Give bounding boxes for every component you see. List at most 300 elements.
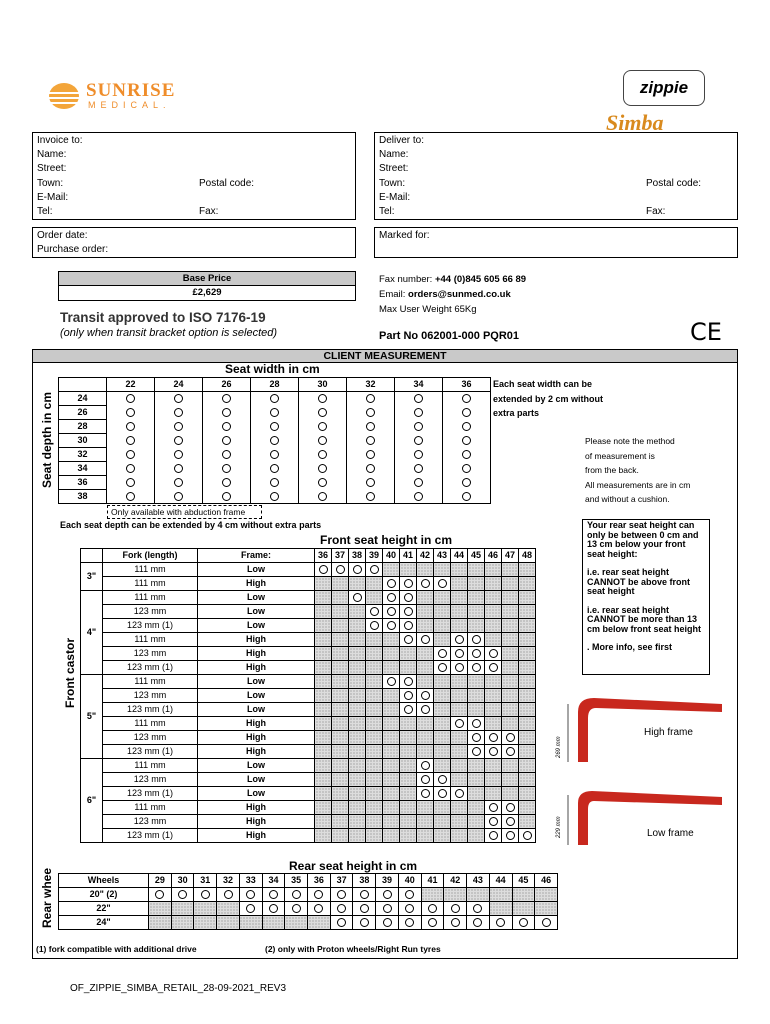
seat-size-option[interactable] (414, 492, 423, 501)
front-height-cell (400, 605, 417, 619)
rear-height-option[interactable] (224, 890, 233, 899)
rear-height-option[interactable] (292, 904, 301, 913)
seat-size-option[interactable] (174, 492, 183, 501)
front-height-option[interactable] (472, 733, 481, 742)
seat-size-option[interactable] (462, 492, 471, 501)
front-height-cell (434, 703, 451, 717)
deliver-postal-field[interactable]: Postal code: (646, 177, 702, 189)
invoice-email-field[interactable]: E-Mail: (37, 191, 69, 203)
seat-size-option[interactable] (318, 394, 327, 403)
seat-size-option[interactable] (174, 408, 183, 417)
front-height-cell (519, 675, 536, 689)
front-height-option[interactable] (353, 593, 362, 602)
rear-height-option[interactable] (519, 918, 528, 927)
seat-size-option[interactable] (270, 422, 279, 431)
seat-size-option[interactable] (318, 436, 327, 445)
front-height-cell (468, 759, 485, 773)
front-height-option[interactable] (455, 635, 464, 644)
deliver-fax-field[interactable]: Fax: (646, 205, 666, 217)
rear-height-cell (535, 902, 558, 916)
rear-height-option[interactable] (383, 890, 392, 899)
front-height-option[interactable] (404, 705, 413, 714)
front-height-cell (366, 619, 383, 633)
wheel-size-label: 20" (2) (59, 888, 149, 902)
seat-size-cell (443, 420, 491, 434)
seat-size-option[interactable] (270, 464, 279, 473)
front-height-cell (383, 759, 400, 773)
front-height-option[interactable] (438, 789, 447, 798)
seat-size-option[interactable] (222, 422, 231, 431)
deliver-name-field[interactable]: Name: (379, 149, 409, 161)
seat-size-cell (155, 392, 203, 406)
rear-height-option[interactable] (451, 918, 460, 927)
front-height-cell (485, 773, 502, 787)
front-height-option[interactable] (472, 663, 481, 672)
seat-size-option[interactable] (222, 492, 231, 501)
rear-height-option[interactable] (473, 904, 482, 913)
frame-type-cell: High (198, 829, 315, 843)
front-height-option[interactable] (438, 775, 447, 784)
seat-size-option[interactable] (366, 464, 375, 473)
rear-height-cell (239, 902, 262, 916)
front-height-cell (383, 829, 400, 843)
front-height-option[interactable] (370, 565, 379, 574)
invoice-town-field[interactable]: Town: (37, 177, 64, 189)
seat-width-header-row (59, 378, 491, 392)
front-seat-row (81, 759, 536, 773)
seat-size-option[interactable] (462, 394, 471, 403)
front-height-cell (417, 815, 434, 829)
deliver-email-field[interactable]: E-Mail: (379, 191, 411, 203)
rear-height-option[interactable] (542, 918, 551, 927)
seat-size-option[interactable] (366, 394, 375, 403)
front-height-option[interactable] (404, 579, 413, 588)
front-seat-row (81, 605, 536, 619)
front-height-option[interactable] (489, 663, 498, 672)
seat-size-option[interactable] (222, 478, 231, 487)
invoice-street-field[interactable]: Street: (37, 163, 67, 175)
front-height-option[interactable] (319, 565, 328, 574)
front-height-cell (332, 633, 349, 647)
front-height-cell (383, 647, 400, 661)
seat-size-option[interactable] (126, 394, 135, 403)
front-height-option[interactable] (404, 593, 413, 602)
abduction-note: Only available with abduction frame (107, 505, 262, 519)
front-height-cell (468, 745, 485, 759)
front-height-option[interactable] (387, 621, 396, 630)
rear-height-cell (217, 916, 240, 930)
front-height-cell (485, 619, 502, 633)
front-height-option[interactable] (404, 635, 413, 644)
front-height-option[interactable] (404, 621, 413, 630)
seat-size-cell (203, 434, 251, 448)
seat-size-option[interactable] (318, 478, 327, 487)
seat-size-cell (251, 420, 299, 434)
front-height-option[interactable] (438, 579, 447, 588)
rear-height-option[interactable] (337, 904, 346, 913)
front-height-cell (519, 661, 536, 675)
rear-height-40-header: 40 (398, 874, 421, 888)
order-email[interactable]: orders@sunmed.co.uk (408, 289, 511, 300)
front-height-option[interactable] (489, 803, 498, 812)
front-height-cell (417, 731, 434, 745)
seat-size-option[interactable] (462, 422, 471, 431)
front-height-38-header: 38 (349, 549, 366, 563)
seat-size-option[interactable] (222, 394, 231, 403)
front-height-cell (349, 633, 366, 647)
seat-size-option[interactable] (318, 450, 327, 459)
front-height-option[interactable] (404, 691, 413, 700)
front-height-cell (434, 675, 451, 689)
invoice-name-field[interactable]: Name: (37, 149, 67, 161)
rear-height-option[interactable] (496, 918, 505, 927)
rear-height-option[interactable] (337, 890, 346, 899)
rear-height-cell (171, 888, 194, 902)
front-height-42-header: 42 (417, 549, 434, 563)
zippie-logo (623, 70, 705, 106)
front-height-cell (502, 591, 519, 605)
seat-size-option[interactable] (366, 478, 375, 487)
front-height-option[interactable] (523, 831, 532, 840)
low-frame-dimension: 229 mm (556, 816, 562, 838)
seat-size-cell (155, 476, 203, 490)
order-date-field[interactable]: Order date: (37, 230, 88, 241)
front-height-option[interactable] (506, 817, 515, 826)
seat-size-option[interactable] (222, 450, 231, 459)
seat-size-option[interactable] (174, 464, 183, 473)
seat-size-cell (299, 476, 347, 490)
simba-logo: Simba (606, 110, 664, 135)
front-height-cell (502, 703, 519, 717)
fork-length-cell: 111 mm (103, 591, 198, 605)
rear-height-option[interactable] (269, 904, 278, 913)
front-height-cell (349, 689, 366, 703)
front-height-option[interactable] (404, 607, 413, 616)
transit-title: Transit approved to ISO 7176-19 (60, 310, 266, 325)
castor-size-label: 3" (81, 563, 103, 591)
front-height-cell (366, 591, 383, 605)
invoice-tel-field[interactable]: Tel: (37, 205, 53, 217)
rear-height-option[interactable] (451, 904, 460, 913)
front-height-cell (451, 689, 468, 703)
front-seat-row (81, 745, 536, 759)
front-height-option[interactable] (353, 565, 362, 574)
front-height-cell (434, 647, 451, 661)
rear-height-option[interactable] (360, 904, 369, 913)
seat-size-option[interactable] (126, 408, 135, 417)
front-height-option[interactable] (370, 621, 379, 630)
seat-size-option[interactable] (222, 408, 231, 417)
wheel-size-label: 24" (59, 916, 149, 930)
invoice-fax-field[interactable]: Fax: (199, 205, 219, 217)
seat-size-option[interactable] (414, 408, 423, 417)
seat-depth-row (59, 406, 491, 420)
fork-header: Fork (length) (103, 549, 198, 563)
front-height-option[interactable] (472, 635, 481, 644)
seat-size-cell (203, 448, 251, 462)
rear-height-option[interactable] (337, 918, 346, 927)
measurement-note-line: from the back. (585, 465, 639, 475)
seat-size-cell (155, 420, 203, 434)
seat-size-option[interactable] (414, 450, 423, 459)
seat-size-option[interactable] (270, 408, 279, 417)
seat-size-option[interactable] (414, 422, 423, 431)
front-height-option[interactable] (489, 649, 498, 658)
deliver-tel-field[interactable]: Tel: (379, 205, 395, 217)
front-seat-row (81, 787, 536, 801)
rear-height-option[interactable] (383, 918, 392, 927)
front-height-cell (417, 717, 434, 731)
rear-height-33-header: 33 (239, 874, 262, 888)
seat-size-option[interactable] (222, 436, 231, 445)
seat-size-cell (251, 462, 299, 476)
seat-size-option[interactable] (462, 408, 471, 417)
rear-height-option[interactable] (292, 890, 301, 899)
front-height-40-header: 40 (383, 549, 400, 563)
rear-height-39-header: 39 (376, 874, 399, 888)
front-height-option[interactable] (489, 817, 498, 826)
seat-depth-label: Seat depth in cm (40, 391, 54, 488)
front-height-option[interactable] (455, 649, 464, 658)
rear-height-cell (239, 916, 262, 930)
front-height-cell (451, 675, 468, 689)
front-height-option[interactable] (489, 733, 498, 742)
seat-size-option[interactable] (462, 464, 471, 473)
front-height-option[interactable] (472, 747, 481, 756)
front-height-option[interactable] (387, 677, 396, 686)
front-height-option[interactable] (455, 789, 464, 798)
seat-size-option[interactable] (126, 450, 135, 459)
front-height-cell (383, 675, 400, 689)
front-height-option[interactable] (506, 831, 515, 840)
seat-width-22-header: 22 (107, 378, 155, 392)
rear-height-option[interactable] (428, 918, 437, 927)
front-height-cell (417, 745, 434, 759)
front-height-cell (451, 605, 468, 619)
rear-height-cell (353, 888, 376, 902)
front-height-cell (502, 759, 519, 773)
front-height-cell (349, 745, 366, 759)
rear-height-option[interactable] (178, 890, 187, 899)
rear-height-option[interactable] (246, 890, 255, 899)
rear-height-option[interactable] (360, 890, 369, 899)
front-height-cell (519, 619, 536, 633)
rear-height-cell (353, 916, 376, 930)
front-height-cell (468, 563, 485, 577)
seat-size-option[interactable] (414, 436, 423, 445)
front-height-cell (366, 647, 383, 661)
front-height-cell (417, 605, 434, 619)
rear-height-note (582, 519, 710, 675)
front-height-cell (400, 577, 417, 591)
rear-height-option[interactable] (383, 904, 392, 913)
seat-size-option[interactable] (462, 450, 471, 459)
front-height-option[interactable] (370, 607, 379, 616)
front-height-cell (349, 731, 366, 745)
seat-size-option[interactable] (318, 408, 327, 417)
rear-height-option[interactable] (246, 904, 255, 913)
front-height-cell (485, 801, 502, 815)
front-height-option[interactable] (421, 789, 430, 798)
frame-type-cell: Low (198, 563, 315, 577)
front-height-cell (519, 745, 536, 759)
seat-size-option[interactable] (270, 478, 279, 487)
seat-size-option[interactable] (270, 394, 279, 403)
front-height-option[interactable] (387, 593, 396, 602)
front-height-cell (451, 703, 468, 717)
seat-size-option[interactable] (318, 492, 327, 501)
front-height-option[interactable] (421, 705, 430, 714)
front-height-cell (417, 801, 434, 815)
seat-size-option[interactable] (126, 492, 135, 501)
front-height-option[interactable] (438, 649, 447, 658)
front-height-cell (502, 633, 519, 647)
front-height-cell (383, 591, 400, 605)
front-height-option[interactable] (404, 677, 413, 686)
seat-size-option[interactable] (366, 492, 375, 501)
front-height-cell (468, 801, 485, 815)
seat-size-option[interactable] (366, 408, 375, 417)
base-price-table (58, 271, 356, 301)
castor-corner (81, 549, 103, 563)
seat-size-option[interactable] (270, 450, 279, 459)
front-height-option[interactable] (472, 719, 481, 728)
fax-number: +44 (0)845 605 66 89 (434, 274, 527, 285)
front-height-cell (434, 619, 451, 633)
front-height-cell (519, 563, 536, 577)
rear-height-option[interactable] (269, 890, 278, 899)
front-height-37-header: 37 (332, 549, 349, 563)
seat-depth-row (59, 448, 491, 462)
front-height-cell (451, 787, 468, 801)
seat-size-option[interactable] (270, 492, 279, 501)
front-height-option[interactable] (506, 733, 515, 742)
seat-size-option[interactable] (126, 464, 135, 473)
seat-size-option[interactable] (174, 394, 183, 403)
seat-size-option[interactable] (174, 422, 183, 431)
purchase-order-field[interactable]: Purchase order: (37, 244, 109, 256)
front-height-cell (332, 731, 349, 745)
seat-size-option[interactable] (126, 422, 135, 431)
seat-size-option[interactable] (270, 436, 279, 445)
front-height-cell (434, 605, 451, 619)
front-height-cell (468, 773, 485, 787)
front-height-cell (519, 731, 536, 745)
seat-size-option[interactable] (318, 422, 327, 431)
rear-height-option[interactable] (473, 918, 482, 927)
rear-height-option[interactable] (405, 904, 414, 913)
seat-size-cell (395, 392, 443, 406)
front-height-cell (485, 717, 502, 731)
seat-size-cell (107, 420, 155, 434)
front-height-option[interactable] (472, 649, 481, 658)
rear-height-option[interactable] (314, 890, 323, 899)
rear-height-option[interactable] (155, 890, 164, 899)
front-height-option[interactable] (336, 565, 345, 574)
seat-size-option[interactable] (462, 478, 471, 487)
front-height-cell (502, 619, 519, 633)
rear-height-option[interactable] (201, 890, 210, 899)
seat-width-24-header: 24 (155, 378, 203, 392)
front-height-cell (417, 647, 434, 661)
rear-height-option[interactable] (360, 918, 369, 927)
front-height-cell (519, 801, 536, 815)
front-height-cell (315, 619, 332, 633)
castor-size-label: 6" (81, 759, 103, 843)
seat-size-option[interactable] (126, 436, 135, 445)
front-height-option[interactable] (438, 663, 447, 672)
seat-size-option[interactable] (174, 436, 183, 445)
front-height-option[interactable] (506, 747, 515, 756)
rear-height-option[interactable] (314, 904, 323, 913)
front-height-cell (383, 717, 400, 731)
seat-width-28-header: 28 (251, 378, 299, 392)
seat-size-option[interactable] (414, 394, 423, 403)
front-height-option[interactable] (455, 719, 464, 728)
seat-size-option[interactable] (366, 436, 375, 445)
front-height-option[interactable] (421, 761, 430, 770)
seat-size-option[interactable] (174, 478, 183, 487)
front-height-option[interactable] (506, 803, 515, 812)
seat-size-option[interactable] (366, 422, 375, 431)
seat-size-option[interactable] (222, 464, 231, 473)
front-height-cell (349, 619, 366, 633)
front-height-option[interactable] (421, 635, 430, 644)
rear-height-cell (376, 902, 399, 916)
front-height-cell (485, 661, 502, 675)
fork-length-cell: 123 mm (1) (103, 745, 198, 759)
rear-height-cell (308, 888, 331, 902)
front-height-option[interactable] (489, 747, 498, 756)
front-height-option[interactable] (421, 775, 430, 784)
front-height-39-header: 39 (366, 549, 383, 563)
rear-height-option[interactable] (405, 918, 414, 927)
frame-type-cell: Low (198, 773, 315, 787)
seat-size-option[interactable] (174, 450, 183, 459)
front-height-option[interactable] (421, 579, 430, 588)
front-height-option[interactable] (387, 579, 396, 588)
front-height-cell (468, 829, 485, 843)
front-height-cell (383, 577, 400, 591)
seat-size-option[interactable] (126, 478, 135, 487)
seat-size-cell (155, 406, 203, 420)
invoice-box (32, 132, 356, 220)
seat-size-option[interactable] (414, 464, 423, 473)
front-height-cell (366, 689, 383, 703)
front-height-option[interactable] (455, 663, 464, 672)
seat-size-option[interactable] (318, 464, 327, 473)
deliver-street-field[interactable]: Street: (379, 163, 409, 175)
front-height-cell (519, 689, 536, 703)
front-height-44-header: 44 (451, 549, 468, 563)
front-height-option[interactable] (387, 607, 396, 616)
front-height-cell (519, 787, 536, 801)
rear-height-option[interactable] (405, 890, 414, 899)
seat-size-option[interactable] (462, 436, 471, 445)
marked-for-field[interactable]: Marked for: (379, 230, 430, 241)
deliver-town-field[interactable]: Town: (379, 177, 406, 189)
front-height-cell (366, 563, 383, 577)
rear-height-option[interactable] (428, 904, 437, 913)
invoice-postal-field[interactable]: Postal code: (199, 177, 255, 189)
front-height-option[interactable] (489, 831, 498, 840)
seat-size-option[interactable] (366, 450, 375, 459)
front-height-cell (383, 801, 400, 815)
front-height-option[interactable] (421, 691, 430, 700)
seat-size-option[interactable] (414, 478, 423, 487)
front-height-cell (468, 787, 485, 801)
front-height-cell (315, 745, 332, 759)
